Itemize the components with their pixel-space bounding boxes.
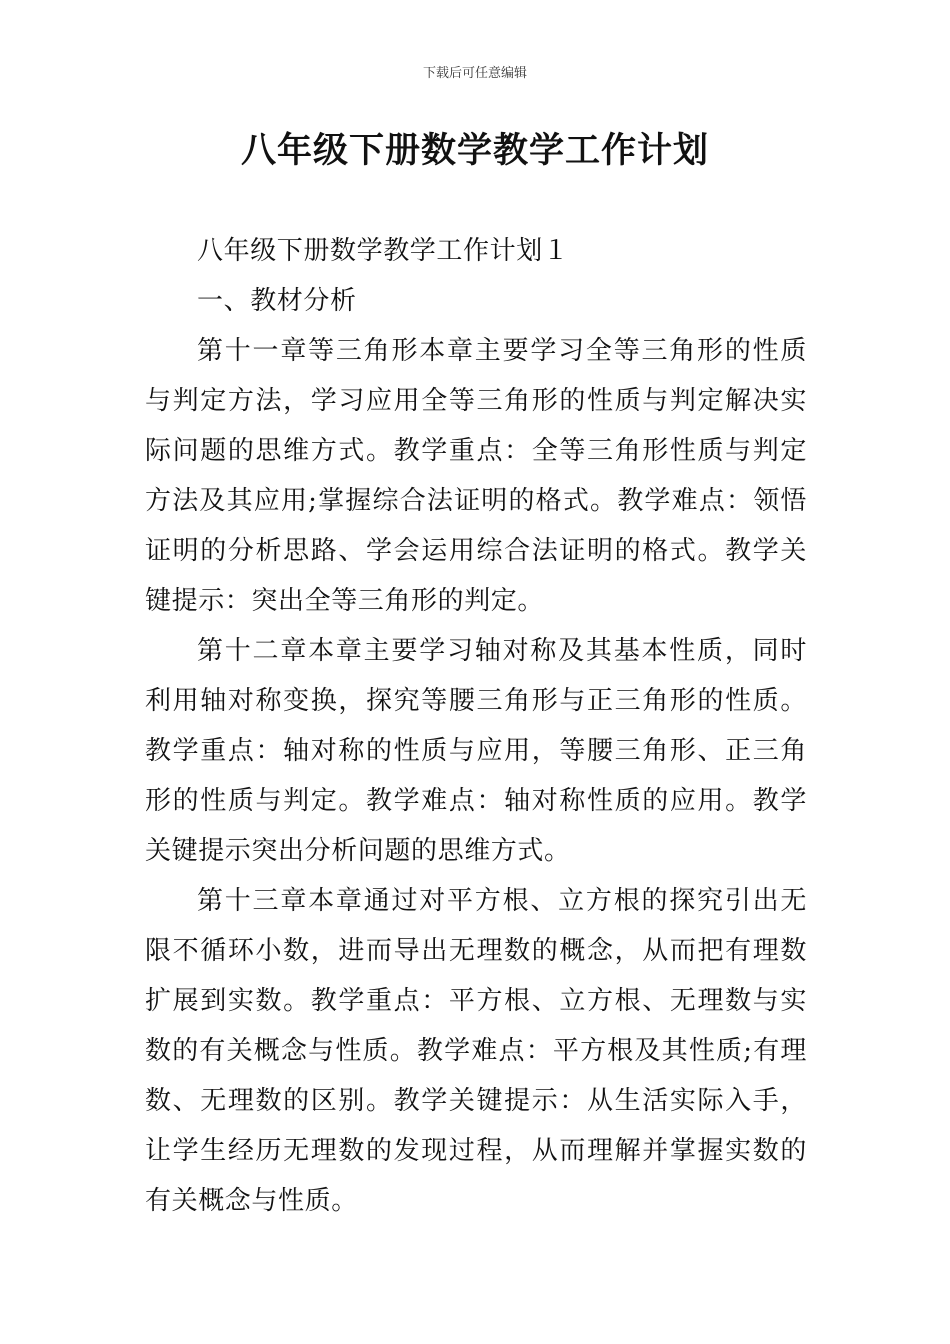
section-heading-textbook-analysis: 一、教材分析 xyxy=(197,286,357,316)
document-body xyxy=(145,226,807,1226)
paragraph-chapter-11: 第十一章等三角形本章主要学习全等三角形的性质与判定方法，学习应用全等三角形的性质与判定解决实际问题的思维方式。教学重点：全等三角形性质与判定方法及其应用;掌握综合法证明的格式。教学难点：领悟证明的分析思路、学会运用综合法证明的格式。教学关键提示：突出全等三角形的判定。 xyxy=(145,336,807,616)
section-heading-plan-1: 八年级下册数学教学工作计划１ xyxy=(197,236,570,266)
paragraph-chapter-13: 第十三章本章通过对平方根、立方根的探究引出无限不循环小数，进而导出无理数的概念，从而把有理数扩展到实数。教学重点：平方根、立方根、无理数与实数的有关概念与性质。教学难点：平方根及其性质;有理数、无理数的区别。教学关键提示：从生活实际入手，让学生经历无理数的发现过程，从而理解并掌握实数的有关概念与性质。 xyxy=(145,886,807,1216)
paragraph-chapter-12: 第十二章本章主要学习轴对称及其基本性质，同时利用轴对称变换，探究等腰三角形与正三角形的性质。教学重点：轴对称的性质与应用，等腰三角形、正三角形的性质与判定。教学难点：轴对称性质的应用。教学关键提示突出分析问题的思维方式。 xyxy=(145,636,807,866)
header-note: 下载后可任意编辑 xyxy=(422,66,527,81)
document-title: 八年级下册数学教学工作计划 xyxy=(240,130,709,171)
